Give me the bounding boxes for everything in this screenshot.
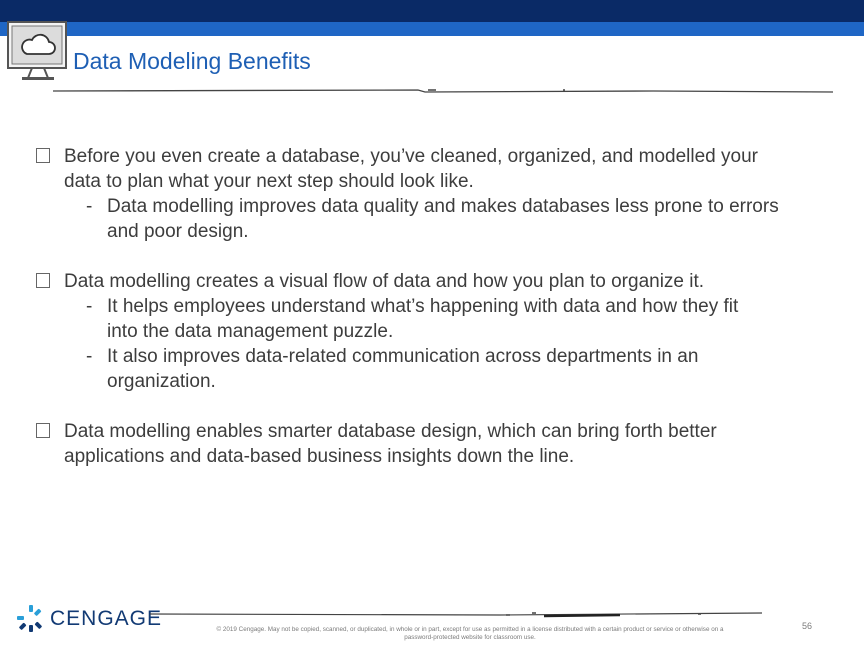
square-bullet-icon	[36, 273, 50, 288]
bullet-text-line: applications and data-based business insights down the line.	[64, 446, 575, 467]
sub-bullet-line: Data modelling improves data quality and makes databases less prone to errors	[107, 196, 779, 217]
sub-bullet-line: It helps employees understand what’s happening with data and how they fit	[107, 296, 739, 317]
slide-title: Data Modeling Benefits	[73, 48, 311, 74]
bullet-text-line: Data modelling enables smarter database design, which can bring forth better	[64, 421, 717, 442]
slide-content	[36, 144, 826, 469]
sub-bullet-line: It also improves data-related communication across departments in an	[107, 346, 699, 367]
bullet-item	[36, 419, 826, 469]
bullet-text-line: Data modelling creates a visual flow of data and how you plan to organize it.	[64, 271, 705, 292]
sub-bullet-line: into the data management puzzle.	[107, 321, 394, 342]
bullet-text-line: Before you even create a database, you’ve cleaned, organized, and modelled your	[64, 146, 758, 167]
copyright-notice: © 2019 Cengage. May not be copied, scanned, or duplicated, in whole or in part, except for use as permitted in a license distributed with a certain product or service or otherwise on a password-protected website for classroom use.	[216, 626, 724, 641]
sub-bullet-item	[36, 344, 826, 394]
sub-bullet-line: organization.	[107, 371, 216, 392]
dash-marker: -	[86, 346, 93, 367]
bullet-item	[36, 269, 826, 394]
cengage-logo-icon	[16, 604, 46, 634]
sub-bullet-item	[36, 194, 826, 244]
dash-marker: -	[86, 196, 93, 217]
square-bullet-icon	[36, 423, 50, 438]
sub-bullet-item	[36, 294, 826, 344]
title-divider	[53, 86, 833, 96]
header-bar-dark	[0, 0, 864, 22]
monitor-cloud-icon	[6, 20, 70, 84]
bullet-item	[36, 144, 826, 244]
header-bar-blue	[0, 22, 864, 36]
bullet-text-line: data to plan what your next step should look like.	[64, 171, 474, 192]
square-bullet-icon	[36, 148, 50, 163]
page-number: 56	[802, 621, 813, 631]
footer-divider	[150, 608, 762, 620]
cengage-wordmark: CENGAGE	[50, 607, 163, 630]
sub-bullet-line: and poor design.	[107, 221, 249, 242]
dash-marker: -	[86, 296, 93, 317]
